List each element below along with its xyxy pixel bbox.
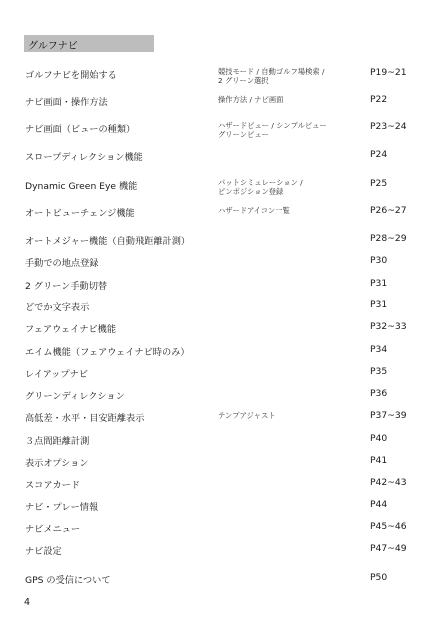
toc-entry-title: レイアップナビ xyxy=(25,369,88,380)
toc-entry-title: グリーンディレクション xyxy=(25,391,125,402)
toc-entry-description xyxy=(218,121,327,139)
toc-entry-page: P40 xyxy=(370,433,388,444)
toc-entry-title: ナビ・プレー情報 xyxy=(25,502,99,513)
toc-entry-title: ３点間距離計測 xyxy=(25,436,90,447)
toc-entry-page: P41 xyxy=(370,455,388,466)
toc-entry-description xyxy=(218,95,283,104)
toc-entry-title: オートメジャー機能（自動飛距離計測） xyxy=(25,236,191,247)
toc-entry-description-line: テンプアジャスト xyxy=(218,411,276,420)
toc-entry-page: P24 xyxy=(370,149,388,160)
toc-entry-page: P25 xyxy=(370,178,388,189)
toc-entry-page: P30 xyxy=(370,255,388,266)
toc-entry-description-line: 2 グリーン選択 xyxy=(218,76,269,85)
toc-entry-title: エイム機能（フェアウェイナビ時のみ） xyxy=(25,347,190,358)
toc-entry-title: ナビ画面・操作方法 xyxy=(25,97,108,108)
toc-entry-page: P28~29 xyxy=(370,233,407,244)
section-title: グルフナビ xyxy=(28,41,78,52)
toc-entry-page: P19~21 xyxy=(370,67,407,78)
toc-entry-page: P50 xyxy=(370,572,388,583)
toc-entry-title: 高低差・水平・目安距離表示 xyxy=(25,413,145,424)
toc-entry-page: P47~49 xyxy=(370,543,407,554)
toc-entry-title: ゴルフナビを開始する xyxy=(25,70,117,81)
section-header xyxy=(24,35,154,52)
toc-entry-description-line: 操作方法 / ナビ画面 xyxy=(218,95,284,104)
toc-entry-page: P34 xyxy=(370,344,388,355)
toc-entry-title: Dynamic Green Eye 機能 xyxy=(25,181,138,192)
toc-entry-title: 2 グリーン手動切替 xyxy=(25,281,108,292)
toc-entry-title: スロープディレクション機能 xyxy=(25,152,143,163)
toc-entry-title: ナビ設定 xyxy=(25,546,62,557)
toc-entry-page: P31 xyxy=(370,278,388,289)
toc-entry-title: スコアカード xyxy=(25,480,81,491)
toc-entry-title: GPS の受信について xyxy=(25,575,111,586)
toc-entry-page: P45~46 xyxy=(370,521,407,532)
toc-entry-description-line: 競技モード / 自動ゴルフ場検索 / xyxy=(218,67,325,76)
toc-entry-description xyxy=(218,178,303,196)
toc-entry-page: P35 xyxy=(370,366,388,377)
toc-entry-title: ナビ画面（ビューの種類） xyxy=(25,124,136,135)
toc-entry-title: オートビューチェンジ機能 xyxy=(25,208,135,219)
page-number: 4 xyxy=(24,597,31,608)
toc-entry-description xyxy=(218,411,276,420)
toc-entry-description xyxy=(218,206,290,215)
toc-entry-description-line: ハザードアイコン一覧 xyxy=(218,206,290,215)
toc-entry-title: どでか文字表示 xyxy=(25,302,90,313)
toc-entry-description-line: ピンポジション登録 xyxy=(218,187,284,196)
toc-entry-title: ナビメニュー xyxy=(25,524,81,535)
toc-entry-title: フェアウェイナビ機能 xyxy=(25,324,117,335)
toc-entry-description xyxy=(218,67,324,85)
toc-entry-description-line: グリーンビュー xyxy=(218,130,269,139)
toc-entry-page: P44 xyxy=(370,499,388,510)
toc-entry-description-line: パットシミュレーション / xyxy=(218,178,303,187)
toc-entry-page: P37~39 xyxy=(370,410,407,421)
toc-entry-title: 手動での地点登録 xyxy=(25,258,99,269)
toc-entry-page: P31 xyxy=(370,299,388,310)
toc-entry-title: 表示オプション xyxy=(25,458,89,469)
toc-entry-page: P36 xyxy=(370,388,388,399)
toc-entry-page: P22 xyxy=(370,94,388,105)
toc-entry-description-line: ハザードビュー / シンプルビュー xyxy=(218,121,327,130)
toc-entry-page: P26~27 xyxy=(370,205,407,216)
toc-entry-page: P42~43 xyxy=(370,477,407,488)
toc-entry-page: P32~33 xyxy=(370,321,407,332)
toc-entry-page: P23~24 xyxy=(370,121,407,132)
